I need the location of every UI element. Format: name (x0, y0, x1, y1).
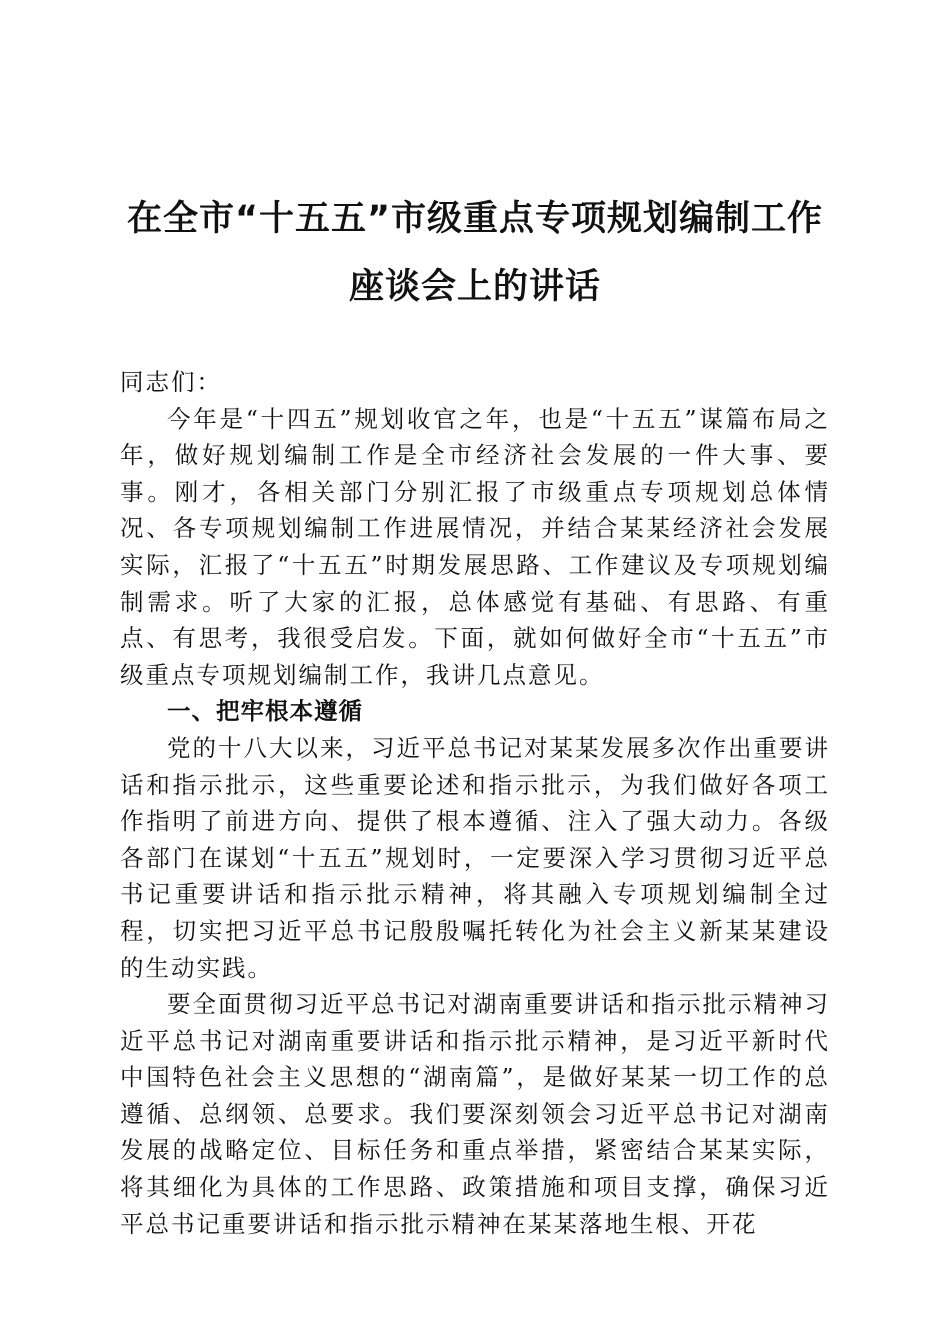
section-heading-1: 一、把牢根本遵循 (167, 697, 363, 726)
paragraph-intro: 今年是“十四五”规划收官之年，也是“十五五”谋篇布局之年，做好规划编制工作是全市经济社会发展的一件大事、要事。刚才，各相关部门分别汇报了市级重点专项规划总体情况、各专项规划编制工作进展情况，并结合某某经济社会发展实际，汇报了“十五五”时期发展思路、工作建议及专项规划编制需求。听了大家的汇报，总体感觉有基础、有思路、有重点、有思考，我很受启发。下面，就如何做好全市“十五五”市级重点专项规划编制工作，我讲几点意见。 (120, 404, 830, 689)
salutation: 同志们： (120, 368, 222, 396)
document-body (120, 364, 830, 1242)
paragraph-section1-b: 要全面贯彻习近平总书记对湖南重要讲话和指示批示精神习近平总书记对湖南重要讲话和指示批示精神，是习近平新时代中国特色社会主义思想的“湖南篇”，是做好某某一切工作的总遵循、总纲领、总要求。我们要深刻领会习近平总书记对湖南发展的战略定位、目标任务和重点举措，紧密结合某某实际，将其细化为具体的工作思路、政策措施和项目支撑，确保习近平总书记重要讲话和指示批示精神在某某落地生根、开花 (120, 990, 830, 1238)
document-title-line-2: 座谈会上的讲话 (348, 267, 601, 307)
paragraph-section1-a: 党的十八大以来，习近平总书记对某某发展多次作出重要讲话和指示批示，这些重要论述和指示批示，为我们做好各项工作指明了前进方向、提供了根本遵循、注入了强大动力。各级各部门在谋划“十五五”规划时，一定要深入学习贯彻习近平总书记重要讲话和指示批示精神，将其融入专项规划编制全过程，切实把习近平总书记殷殷嘱托转化为社会主义新某某建设的生动实践。 (120, 733, 830, 982)
document-title-line-1: 在全市“十五五”市级重点专项规划编制工作 (126, 199, 823, 239)
